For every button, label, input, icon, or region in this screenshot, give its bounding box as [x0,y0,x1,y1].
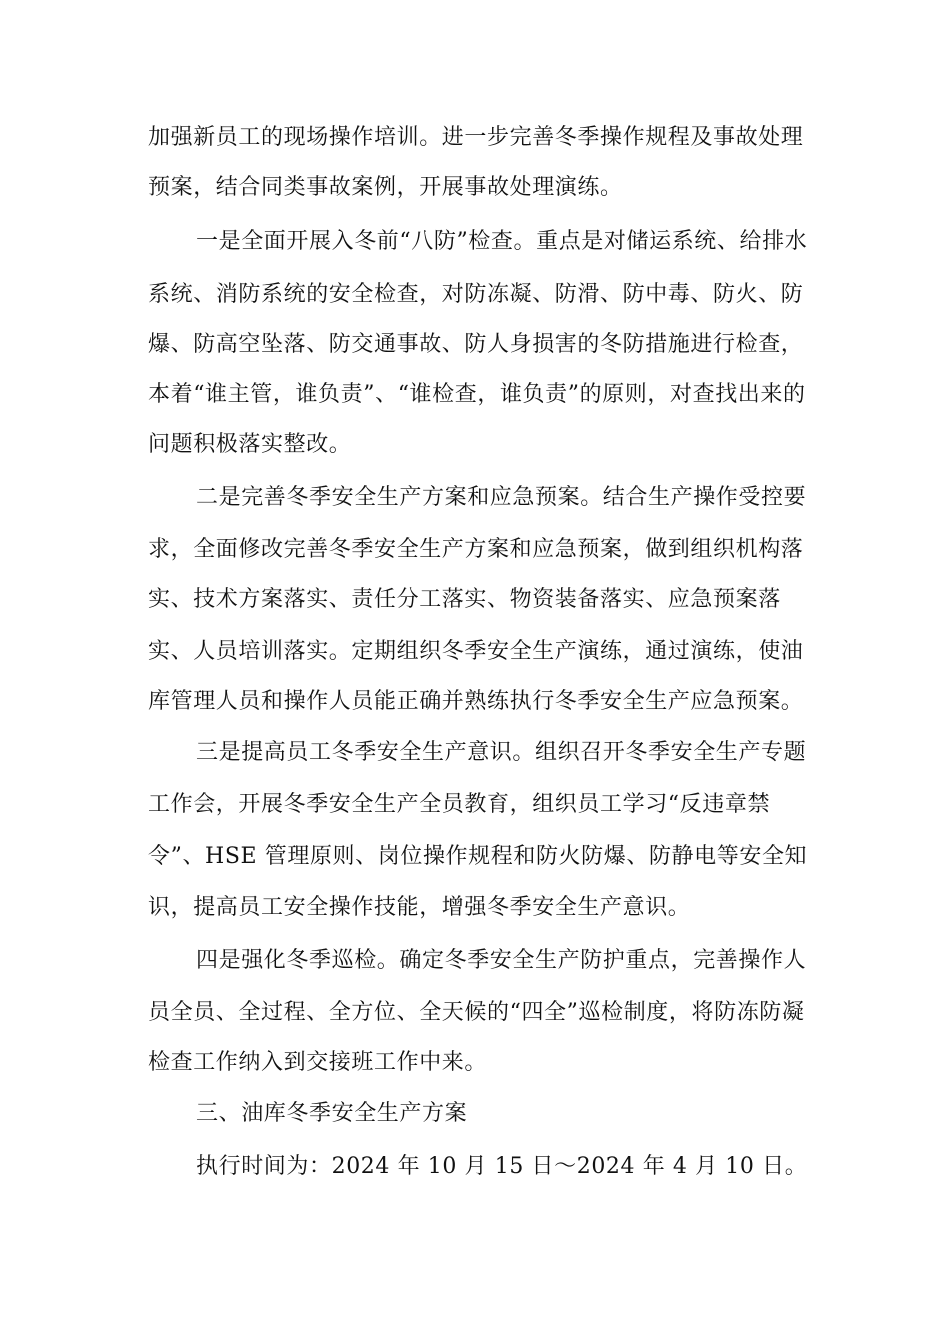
text-line: 检查工作纳入到交接班工作中来。 [148,1050,488,1075]
text-line: 爆、防高空坠落、防交通事故、防人身损害的冬防措施进行检查， [148,332,804,357]
text-line: 实、技术方案落实、责任分工落实、物资装备落实、应急预案落 [148,587,781,612]
text-line: 员全员、全过程、全方位、全天候的“四全”巡检制度，将防冻防凝 [148,1000,805,1025]
text-line: 工作会，开展冬季安全生产全员教育，组织员工学习“反违章禁 [148,792,771,817]
text-line: 预案，结合同类事故案例，开展事故处理演练。 [148,175,623,200]
text-line: 识，提高员工安全操作技能，增强冬季安全生产意识。 [148,895,691,920]
text-line: 令”、HSE 管理原则、岗位操作规程和防火防爆、防静电等安全知 [148,844,808,869]
text-line: 库管理人员和操作人员能正确并熟练执行冬季安全生产应急预案。 [148,689,804,714]
text-line: 执行时间为：2024 年 10 月 15 日～2024 年 4 月 10 日。 [196,1154,808,1179]
text-line: 三是提高员工冬季安全生产意识。组织召开冬季安全生产专题 [196,740,807,765]
text-line: 四是强化冬季巡检。确定冬季安全生产防护重点，完善操作人 [196,948,807,973]
text-line: 二是完善冬季安全生产方案和应急预案。结合生产操作受控要 [196,485,807,510]
text-line: 本着“谁主管，谁负责”、“谁检查，谁负责”的原则，对查找出来的 [148,382,806,407]
text-line: 系统、消防系统的安全检查，对防冻凝、防滑、防中毒、防火、防 [148,282,804,307]
text-line: 一是全面开展入冬前“八防”检查。重点是对储运系统、给排水 [196,229,808,254]
text-line: 实、人员培训落实。定期组织冬季安全生产演练，通过演练，使油 [148,639,804,664]
text-line: 加强新员工的现场操作培训。进一步完善冬季操作规程及事故处理 [148,125,804,150]
section-heading: 三、油库冬季安全生产方案 [196,1101,468,1126]
text-line: 求，全面修改完善冬季安全生产方案和应急预案，做到组织机构落 [148,537,804,562]
text-line: 问题积极落实整改。 [148,432,352,457]
